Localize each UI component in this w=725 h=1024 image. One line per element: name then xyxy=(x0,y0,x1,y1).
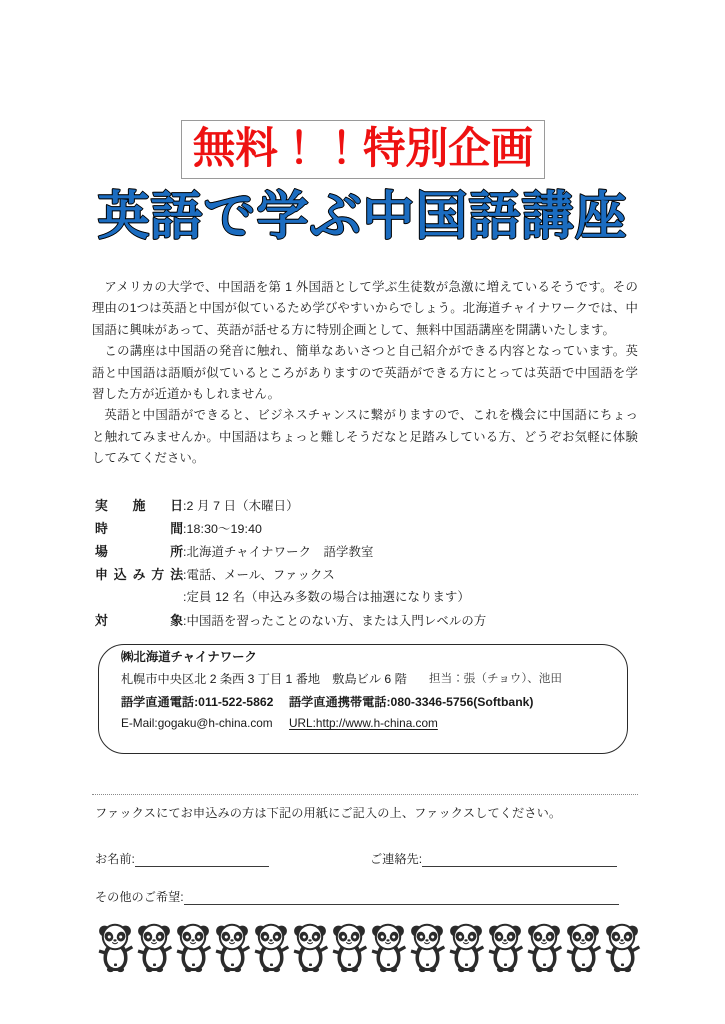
panda-icon xyxy=(213,922,252,974)
panda-icon xyxy=(603,922,642,974)
detail-label-char: 時 xyxy=(95,521,108,536)
detail-value-capacity: :定員 12 名（申込み多数の場合は抽選になります） xyxy=(183,590,470,604)
detail-label-char: 所 xyxy=(170,544,183,559)
detail-row-apply-method xyxy=(95,564,635,587)
detail-value-place: :北海道チャイナワーク 語学教室 xyxy=(183,545,374,559)
detail-row-place xyxy=(95,541,635,564)
contact-staff: 担当：張（チョウ）、池田 xyxy=(429,671,562,685)
panda-icon xyxy=(408,922,447,974)
detail-label-char: 申 xyxy=(95,567,108,582)
panda-icon xyxy=(135,922,174,974)
detail-value-apply-method: :電話、メール、ファックス xyxy=(183,568,335,582)
detail-label-char: 方 xyxy=(151,567,165,582)
body-paragraph-1: アメリカの大学で、中国語を第 1 外国語として学ぶ生徒数が急激に増えているそうです。その理由の1つは英語と中国が似ているため学びやすいからでしょう。北海道チャイナワークでは、中国語に興味があって、英語が話せる方に特別企画として、無料中国語講座を開講いたします。 xyxy=(92,280,638,337)
field-contact-input[interactable] xyxy=(422,853,617,867)
detail-row-time xyxy=(95,518,635,541)
field-other-request xyxy=(95,888,619,905)
fax-instruction-text: ファックスにてお申込みの方は下記の用紙にご記入の上、ファックスしてください。 xyxy=(95,806,562,820)
detail-label-place xyxy=(95,541,183,560)
detail-value-target: :中国語を習ったことのない方、または入門レベルの方 xyxy=(183,614,487,628)
cut-line-divider xyxy=(92,794,638,795)
panda-icon xyxy=(174,922,213,974)
headline-text: 無料！！特別企画 xyxy=(192,124,534,174)
panda-decoration-row xyxy=(96,922,642,978)
field-other-request-input[interactable] xyxy=(184,891,619,905)
detail-value-time: :18:30〜19:40 xyxy=(183,522,263,536)
field-other-request-label: その他のご希望: xyxy=(95,890,184,904)
detail-label-apply-method xyxy=(95,564,183,583)
panda-icon xyxy=(369,922,408,974)
headline-box xyxy=(181,120,545,179)
panda-icon xyxy=(564,922,603,974)
panda-icon xyxy=(486,922,525,974)
detail-label-char: 間 xyxy=(170,521,183,536)
detail-label-char: 施 xyxy=(132,498,146,513)
panda-icon xyxy=(447,922,486,974)
detail-value-date: :2 月 7 日（木曜日） xyxy=(183,499,299,513)
detail-label-char: 対 xyxy=(95,613,108,628)
detail-label-date xyxy=(95,495,183,514)
detail-label-char: 象 xyxy=(170,613,183,628)
subtitle-container xyxy=(0,187,725,247)
field-contact-label: ご連絡先: xyxy=(370,852,423,866)
panda-icon xyxy=(252,922,291,974)
detail-row-capacity xyxy=(95,587,635,610)
detail-label-time xyxy=(95,518,183,537)
contact-phone: 語学直通電話:011-522-5862 xyxy=(121,695,274,709)
contact-mobile-phone: 語学直通携帯電話:080-3346-5756(Softbank) xyxy=(289,695,534,709)
subtitle-text: 英語で学ぶ中国語講座 xyxy=(97,187,628,247)
detail-label-char: み xyxy=(132,567,146,582)
contact-url-link[interactable]: URL:http://www.h-china.com xyxy=(289,716,438,730)
contact-company-name: ㈱北海道チャイナワーク xyxy=(121,650,257,664)
detail-label-char: 込 xyxy=(113,567,127,582)
panda-icon xyxy=(291,922,330,974)
detail-label-char: 実 xyxy=(95,498,108,513)
detail-row-target xyxy=(95,610,635,633)
field-contact xyxy=(370,850,617,867)
detail-label-char: 場 xyxy=(95,544,108,559)
field-name-input[interactable] xyxy=(135,853,269,867)
detail-label-char: 法 xyxy=(170,567,183,582)
body-paragraph-2: この講座は中国語の発音に触れ、簡単なあいさつと自己紹介ができる内容となっています。英語と中国語は語順が似ているところがありますので英語ができる方にとっては英語で中国語を学習した方が近道かもしれません。 xyxy=(92,344,638,402)
field-name-label: お名前: xyxy=(95,852,135,866)
course-details-list xyxy=(95,495,635,633)
contact-address: 札幌市中央区北 2 条西 3 丁目 1 番地 敷島ビル 6 階 xyxy=(121,672,407,686)
panda-icon xyxy=(96,922,135,974)
panda-icon xyxy=(525,922,564,974)
field-name xyxy=(95,850,269,867)
detail-row-date xyxy=(95,495,635,518)
panda-icon xyxy=(330,922,369,974)
contact-email[interactable]: E-Mail:gogaku@h-china.com xyxy=(121,716,273,730)
detail-label-char: 日 xyxy=(170,498,183,513)
detail-label-target xyxy=(95,610,183,629)
contact-box xyxy=(98,644,628,754)
body-paragraph-3: 英語と中国語ができると、ビジネスチャンスに繋がりますので、これを機会に中国語にちょっと触れてみませんか。中国語はちょっと難しそうだなと足踏みしている方、どうぞお気軽に体験してみてください。 xyxy=(92,408,638,466)
body-text xyxy=(92,277,638,470)
